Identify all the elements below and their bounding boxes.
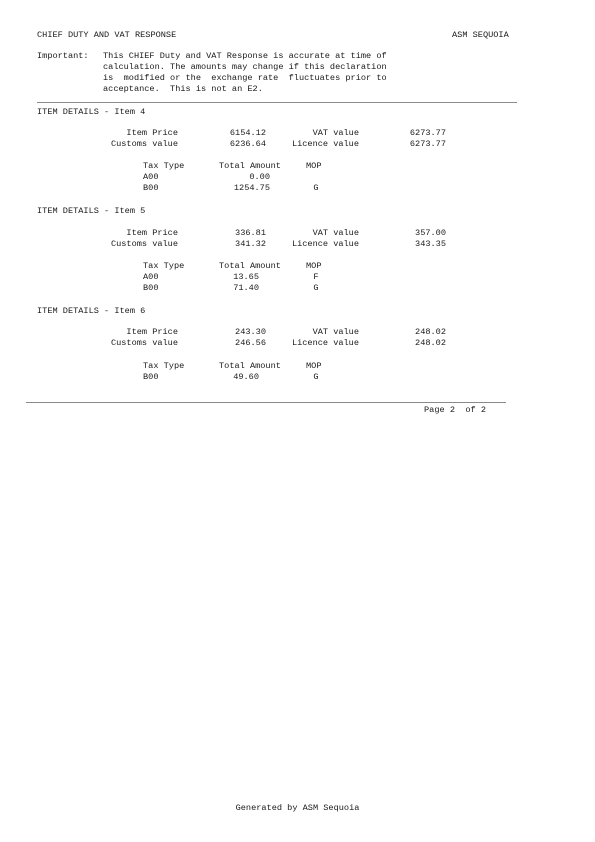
document-title: CHIEF DUTY AND VAT RESPONSE bbox=[37, 30, 177, 40]
mop-header: MOP bbox=[306, 161, 322, 171]
total-amount-header: Total Amount bbox=[219, 161, 281, 171]
tax-amount: 1254.75 bbox=[233, 183, 270, 193]
notice-line: acceptance. This is not an E2. bbox=[103, 84, 263, 94]
notice-label: Important: bbox=[37, 51, 89, 61]
tax-type: B00 bbox=[143, 283, 159, 293]
item-price-value: 243.30 bbox=[235, 327, 266, 337]
item-price-label: Item Price bbox=[126, 128, 178, 138]
notice-line: This CHIEF Duty and VAT Response is accurate at time of bbox=[103, 51, 387, 61]
total-amount-header: Total Amount bbox=[219, 261, 281, 271]
tax-type: B00 bbox=[143, 183, 159, 193]
item-heading: ITEM DETAILS - Item 5 bbox=[37, 206, 146, 216]
item-heading: ITEM DETAILS - Item 4 bbox=[37, 107, 146, 117]
customs-value: 341.32 bbox=[235, 239, 266, 249]
notice-line: calculation. The amounts may change if this declaration bbox=[103, 62, 387, 72]
page-number bbox=[424, 405, 486, 415]
tax-type-header: Tax Type bbox=[143, 261, 185, 271]
customs-value: 246.56 bbox=[235, 338, 266, 348]
tax-amount: 71.40 bbox=[233, 283, 259, 293]
divider bbox=[37, 102, 517, 103]
total-amount-header: Total Amount bbox=[219, 361, 281, 371]
tax-type: B00 bbox=[143, 372, 159, 382]
vat-value: 248.02 bbox=[415, 327, 446, 337]
page-current: 2 bbox=[449, 405, 455, 415]
divider bbox=[26, 402, 506, 403]
tax-amount: 0.00 bbox=[249, 172, 270, 182]
customs-value-label: Customs value bbox=[110, 139, 178, 149]
page-label: Page bbox=[424, 405, 445, 415]
vat-value: 6273.77 bbox=[409, 128, 446, 138]
vat-value-label: VAT value bbox=[312, 128, 359, 138]
customs-value: 6236.64 bbox=[229, 139, 266, 149]
item-price-label: Item Price bbox=[126, 327, 178, 337]
system-name: ASM SEQUOIA bbox=[452, 30, 509, 40]
customs-value-label: Customs value bbox=[110, 239, 178, 249]
tax-amount: 13.65 bbox=[233, 272, 259, 282]
licence-value-label: Licence value bbox=[291, 139, 359, 149]
tax-mop: G bbox=[313, 283, 319, 293]
vat-value: 357.00 bbox=[415, 228, 446, 238]
footer-generated-by: Generated by ASM Sequoia bbox=[235, 803, 360, 813]
licence-value: 248.02 bbox=[415, 338, 446, 348]
tax-mop: G bbox=[313, 183, 319, 193]
tax-mop: G bbox=[313, 372, 319, 382]
tax-type-header: Tax Type bbox=[143, 361, 185, 371]
mop-header: MOP bbox=[306, 261, 322, 271]
item-price-label: Item Price bbox=[126, 228, 178, 238]
item-price-value: 336.81 bbox=[235, 228, 266, 238]
licence-value: 343.35 bbox=[415, 239, 446, 249]
tax-mop: F bbox=[313, 272, 319, 282]
licence-value-label: Licence value bbox=[291, 338, 359, 348]
vat-value-label: VAT value bbox=[312, 228, 359, 238]
licence-value-label: Licence value bbox=[291, 239, 359, 249]
tax-type: A00 bbox=[143, 172, 159, 182]
customs-value-label: Customs value bbox=[110, 338, 178, 348]
vat-value-label: VAT value bbox=[312, 327, 359, 337]
page-of-label: of bbox=[465, 405, 476, 415]
licence-value: 6273.77 bbox=[409, 139, 446, 149]
notice-line: is modified or the exchange rate fluctuates prior to bbox=[103, 73, 387, 83]
mop-header: MOP bbox=[306, 361, 322, 371]
item-price-value: 6154.12 bbox=[229, 128, 266, 138]
tax-type: A00 bbox=[143, 272, 159, 282]
item-heading: ITEM DETAILS - Item 6 bbox=[37, 306, 146, 316]
page-total: 2 bbox=[480, 405, 486, 415]
tax-type-header: Tax Type bbox=[143, 161, 185, 171]
tax-amount: 49.60 bbox=[233, 372, 259, 382]
